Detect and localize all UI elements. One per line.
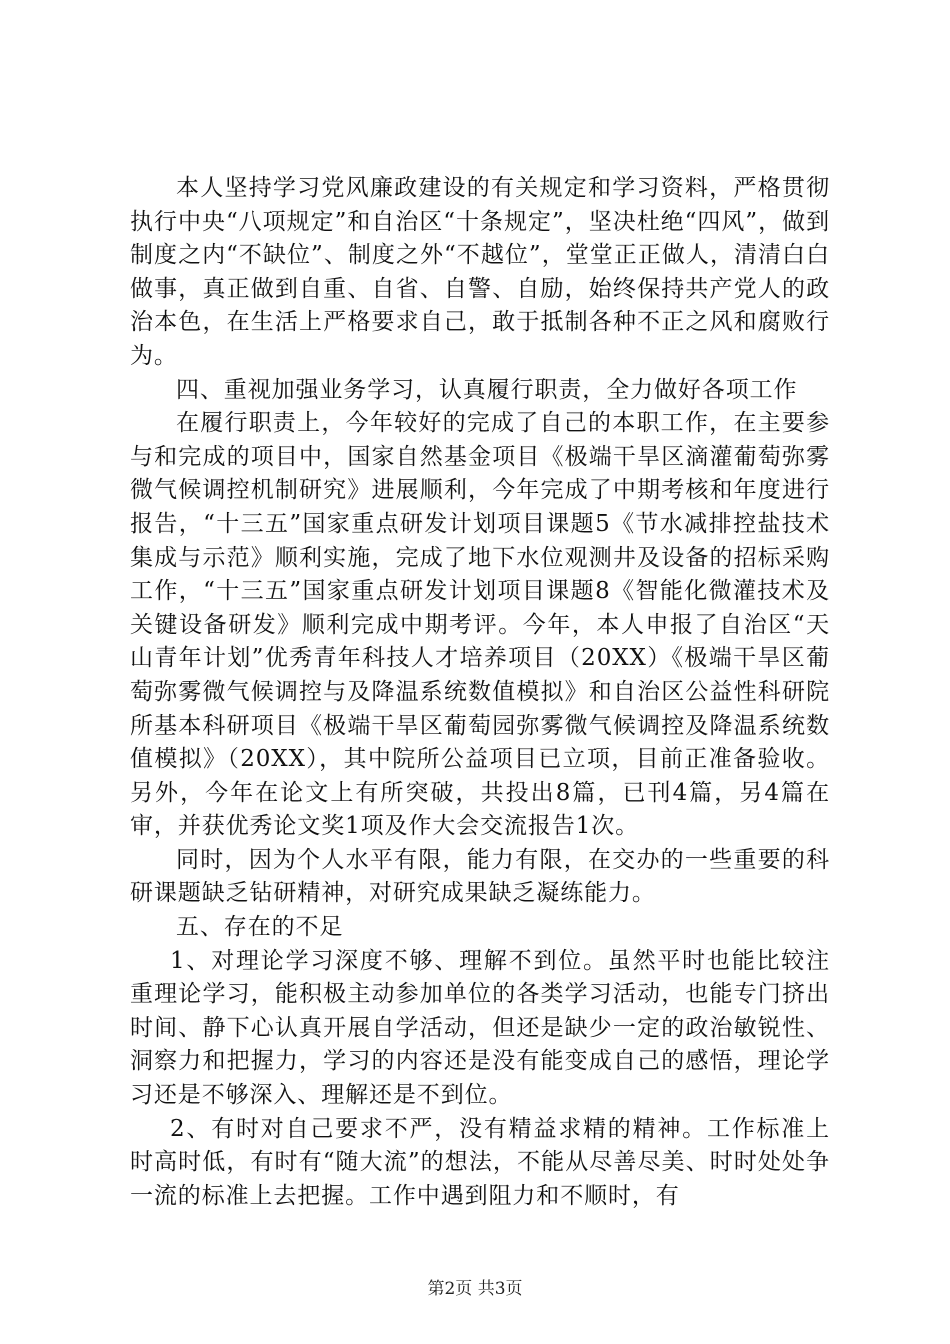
section-heading-four: 四、重视加强业务学习，认真履行职责，全力做好各项工作: [176, 376, 798, 403]
section-heading-five: 五、存在的不足: [176, 914, 344, 941]
paragraph-integrity: 本人坚持学习党风廉政建设的有关规定和学习资料，严格贯彻执行中央“八项规定”和自治区“十条规定”，坚决杜绝“四风”，做到制度之内“不缺位”、制度之外“不越位”，堂堂正正做人，清清白白做事，真正做到自重、自省、自警、自励，始终保持共产党人的政治本色，在生活上严格要求自己，敢于抵制各种不正之风和腐败行为。: [130, 175, 830, 369]
paragraph-shortcoming-2: 2、有时对自己要求不严，没有精益求精的精神。工作标准上时高时低，有时有“随大流”的想法，不能从尽善尽美、时时处处争一流的标准上去把握。工作中遇到阻力和不顺时，有: [130, 1115, 830, 1209]
paragraph-limitations: 同时，因为个人水平有限，能力有限，在交办的一些重要的科研课题缺乏钻研精神，对研究成果缺乏凝练能力。: [130, 846, 830, 907]
document-body: [130, 172, 830, 1213]
page-number-footer: 第2页 共3页: [427, 1279, 523, 1299]
paragraph-shortcoming-1: 1、对理论学习深度不够、理解不到位。虽然平时也能比较注重理论学习，能积极主动参加单位的各类学习活动，也能专门挤出时间、静下心认真开展自学活动，但还是缺少一定的政治敏锐性、洞察力和把握力，学习的内容还是没有能变成自己的感悟，理论学习还是不够深入、理解还是不到位。: [130, 947, 830, 1109]
paragraph-duties: 在履行职责上，今年较好的完成了自己的本职工作，在主要参与和完成的项目中，国家自然基金项目《极端干旱区滴灌葡萄弥雾微气候调控机制研究》进展顺利，今年完成了中期考核和年度进行报告，“十三五”国家重点研发计划项目课题5《节水减排控盐技术集成与示范》顺利实施，完成了地下水位观测井及设备的招标采购工作，“十三五”国家重点研发计划项目课题8《智能化微灌技术及关键设备研发》顺利完成中期考评。今年，本人申报了自治区“天山青年计划”优秀青年科技人才培养项目（20XX）《极端干旱区葡萄弥雾微气候调控与及降温系统数值模拟》和自治区公益性科研院所基本科研项目《极端干旱区葡萄园弥雾微气候调控及降温系统数值模拟》（20XX），其中院所公益项目已立项，目前正准备验收。另外，今年在论文上有所突破，共投出8篇，已刊4篇，另4篇在审，并获优秀论文奖1项及作大会交流报告1次。: [130, 410, 830, 840]
